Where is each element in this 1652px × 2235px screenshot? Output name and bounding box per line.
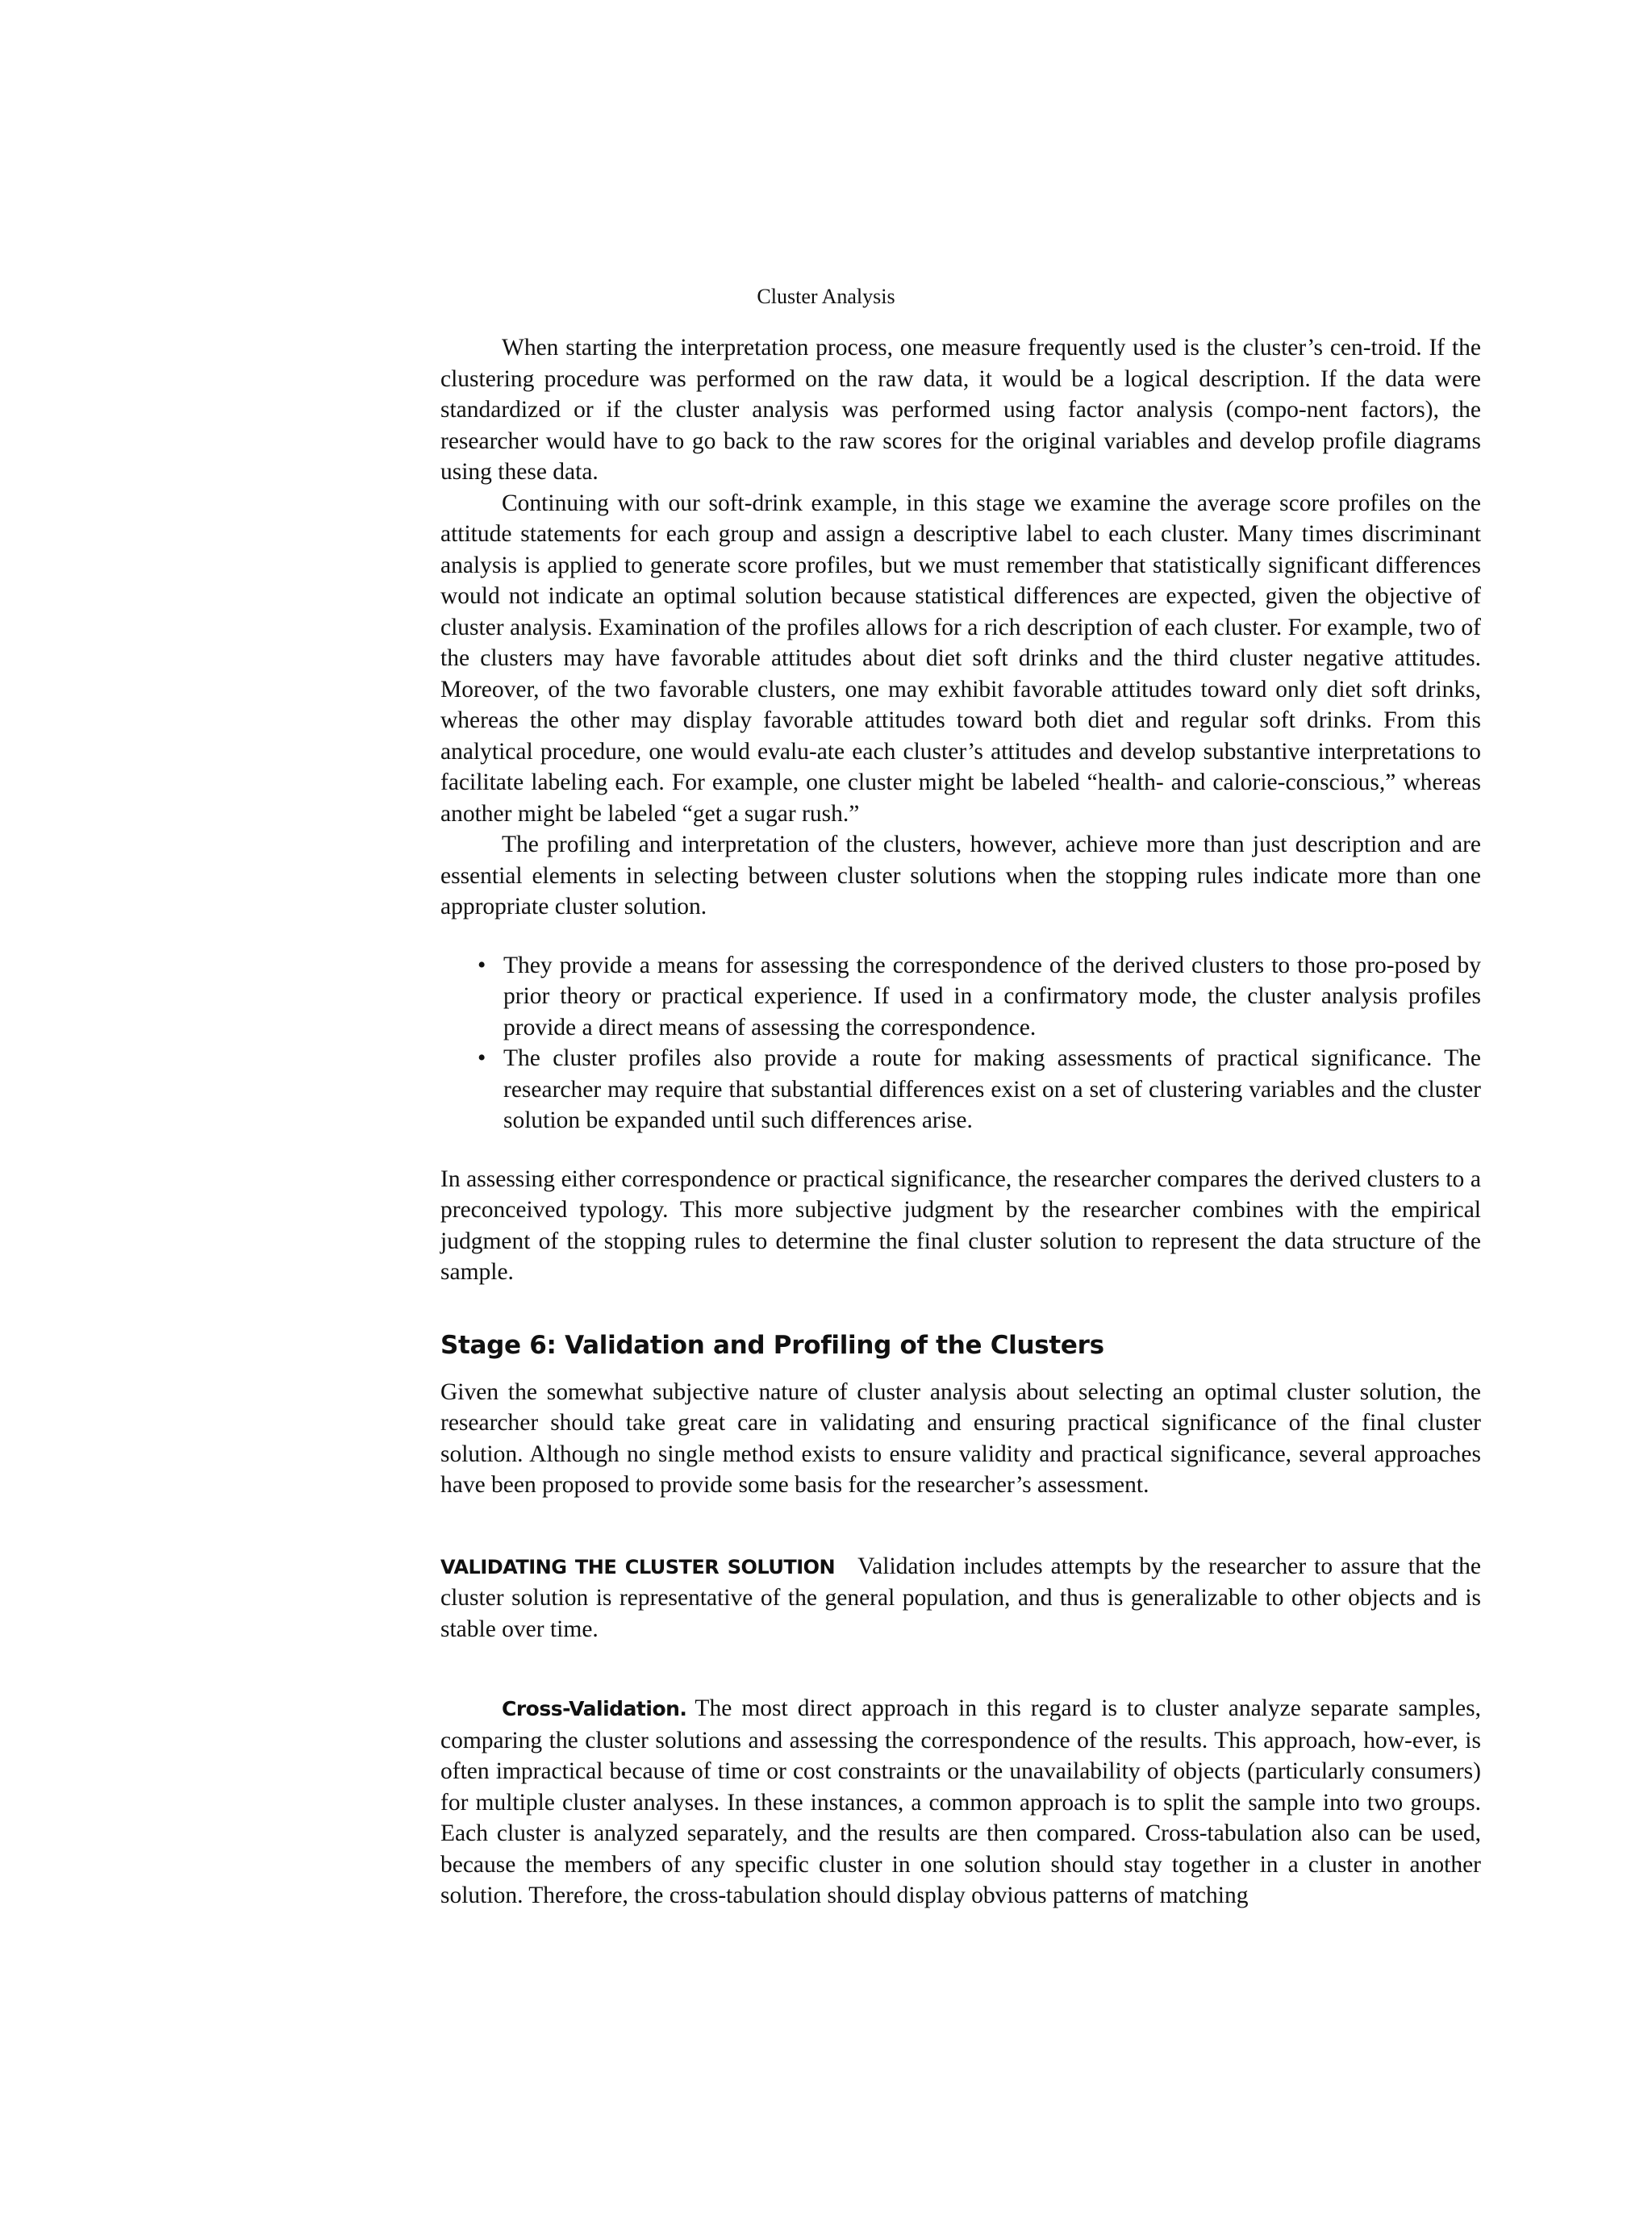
list-item-text: They provide a means for assessing the correspondence of the derived clusters to those pro-posed by prior theory or practical experience. If used in a confirmatory mode, the cluster analysis profiles provide a direct means of assessing the correspondence. xyxy=(503,952,1481,1040)
bullet-list xyxy=(440,950,1481,1136)
run-in-heading-validating: VALIDATING THE CLUSTER SOLUTION xyxy=(440,1555,836,1578)
paragraph-cross-validation-text: The most direct approach in this regard is to cluster analyze separate samples, comparing the cluster solutions and assessing the correspondence of the results. This approach, how-ever, is often impractical because of time or cost constraints or the unavailability of objects (particularly consumers) for multiple cluster analyses. In these instances, a common approach is to split the sample into two groups. Each cluster is analyzed separately, and the results are then compared. Cross-tabulation also can be used, because the members of any specific cluster in one solution should stay together in a cluster in another solution. Therefore, the cross-tabulation should display obvious patterns of matching xyxy=(440,1695,1481,1908)
paragraph-profiling: The profiling and interpretation of the clusters, however, achieve more than just description and are essential elements in selecting between cluster solutions when the stopping rules indicate more than one appropriate cluster solution. xyxy=(440,832,1481,919)
paragraph-soft-drink-example: Continuing with our soft-drink example, in this stage we examine the average score profiles on the attitude statements for each group and assign a descriptive label to each cluster. Many times discriminant analysis is applied to generate score profiles, but we must remember that statistically significant differences would not indicate an optimal solution because statistical differences are expected, given the objective of cluster analysis. Examination of the profiles allows for a rich description of each cluster. For example, two of the clusters may have favorable attitudes about diet soft drinks and the third cluster negative attitudes. Moreover, of the two favorable clusters, one may exhibit favorable attitudes toward only diet soft drinks, whereas the other may display favorable attitudes toward both diet and regular soft drinks. From this analytical procedure, one would evalu-ate each cluster’s attitudes and develop substantive interpretations to facilitate labeling each. For example, one cluster might be labeled “health- and calorie-conscious,” whereas another might be labeled “get a sugar rush.” xyxy=(440,490,1481,827)
paragraph-validation-intro: Given the somewhat subjective nature of cluster analysis about selecting an optimal cluster solution, the researcher should take great care in validating and ensuring practical significance of the final cluster solution. Although no single method exists to ensure validity and practical significance, several approaches have been proposed to provide some basis for the researcher’s assessment. xyxy=(440,1378,1481,1498)
section-heading-stage-6: Stage 6: Validation and Profiling of the Clusters xyxy=(440,1330,1104,1360)
list-item xyxy=(478,950,1481,1044)
running-head: Cluster Analysis xyxy=(757,285,895,308)
paragraph-cross-validation xyxy=(440,1693,1481,1912)
paragraph-centroid: When starting the interpretation process, one measure frequently used is the cluster’s cen-troid. If the clustering procedure was performed on the raw data, it would be a logical description. If the data were standardized or if the cluster analysis was performed using factor analysis (compo-nent factors), the researcher would have to go back to the raw scores for the original variables and develop profile diagrams using these data. xyxy=(440,335,1481,485)
list-item xyxy=(478,1043,1481,1136)
list-item-text: The cluster profiles also provide a route for making assessments of practical significance. The researcher may require that substantial differences exist on a set of clustering variables and the cluster solution be expanded until such differences arise. xyxy=(503,1045,1481,1133)
paragraph-validating-text: Validation includes attempts by the researcher to assure that the cluster solution is representative of the general population, and thus is generalizable to other objects and is stable over time. xyxy=(440,1553,1481,1642)
bullet-icon: • xyxy=(478,1045,486,1071)
paragraph-validating xyxy=(440,1551,1481,1645)
body-text xyxy=(440,332,1481,1912)
run-in-heading-cross-validation: Cross-Validation. xyxy=(502,1697,687,1720)
bullet-icon: • xyxy=(478,952,486,978)
paragraph-assessing: In assessing either correspondence or practical significance, the researcher compares the derived clusters to a preconceived typology. This more subjective judgment by the researcher combines with the empirical judgment of the stopping rules to determine the final cluster solution to represent the data structure of the sample. xyxy=(440,1165,1481,1285)
